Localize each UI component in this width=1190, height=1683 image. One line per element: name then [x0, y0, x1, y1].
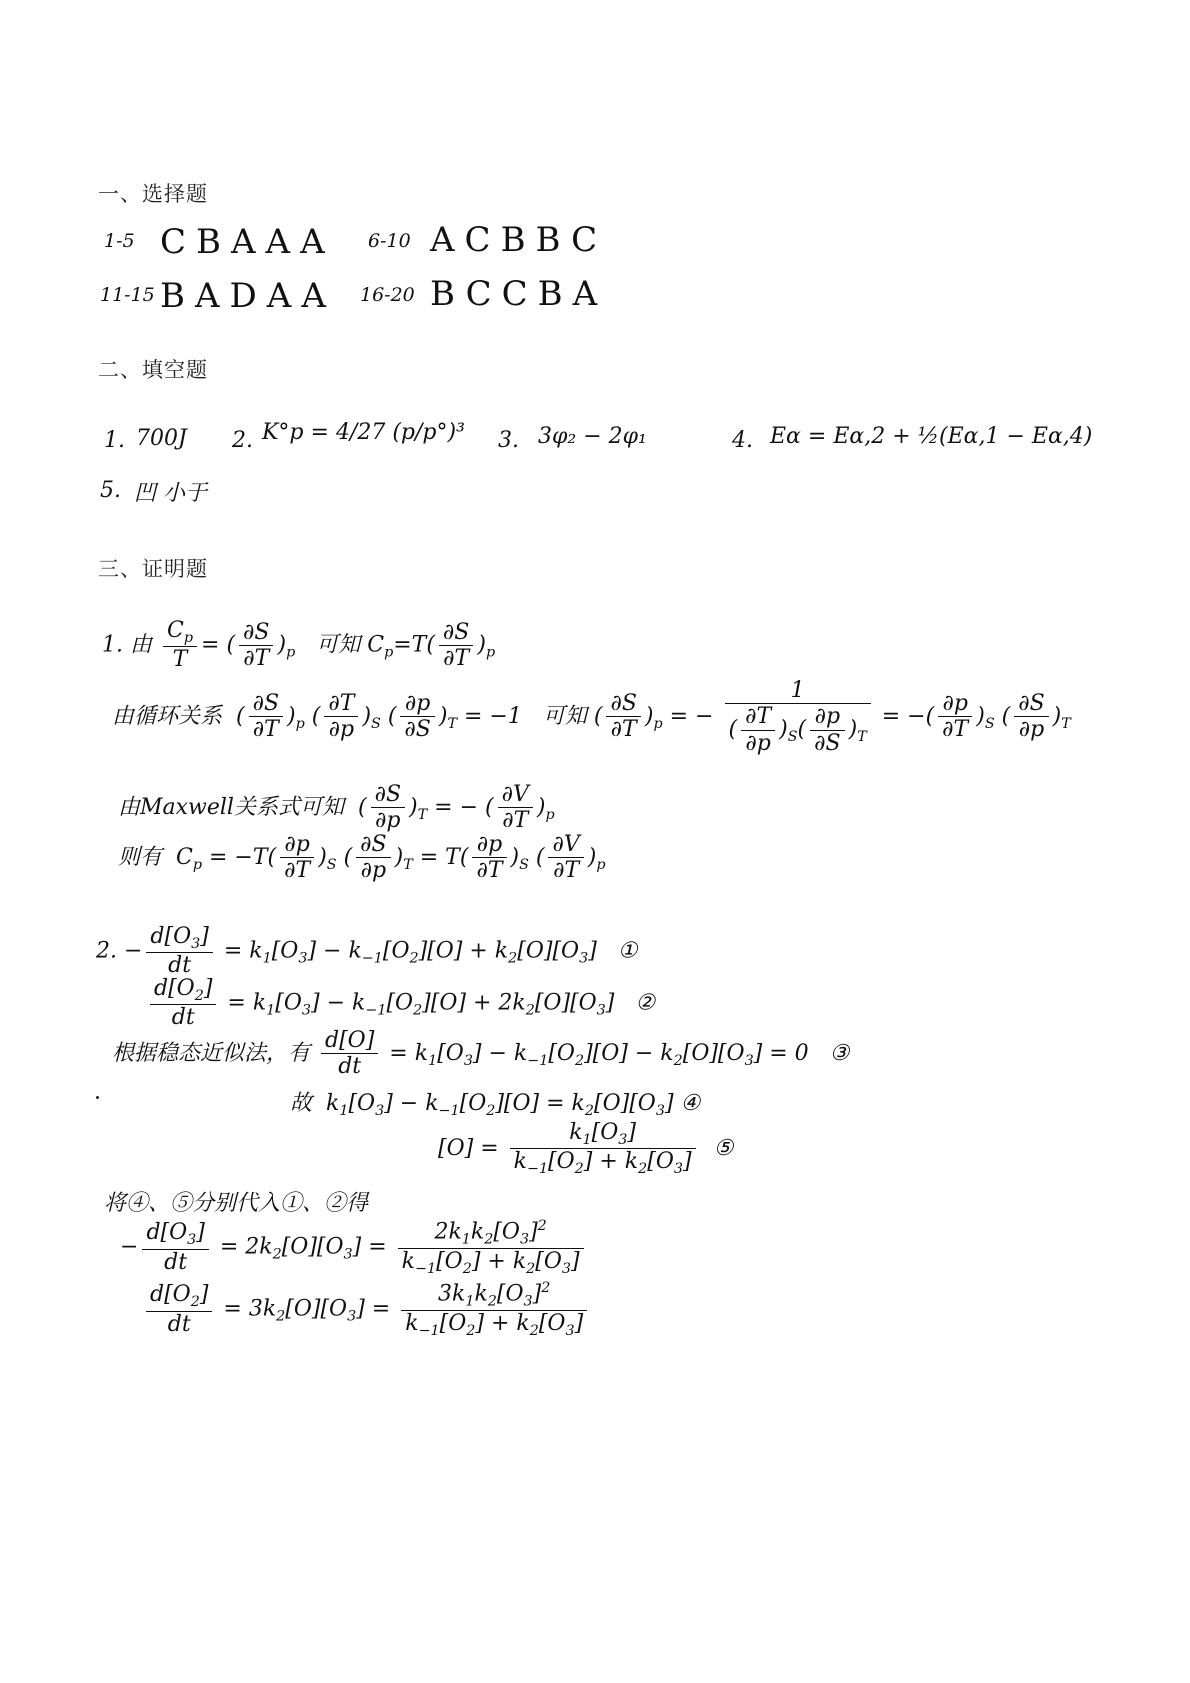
proof2-eq2: $\frac{d[O_2]}{dt}$ = $k_1[O_3] - k_{-1}[O_2][O] + 2k_2[O][O_3]$ ②	[146, 976, 655, 1031]
proof2-result1: − $\frac{d[O_3]}{dt}$ = $2k_2[O][O_3]$ = $\frac{2k_1k_2[O_3]^2}{k_{-1}[O_2] + k_2[O_3]}$	[120, 1218, 588, 1277]
proof1-intro: 由	[130, 632, 153, 658]
proof1-then: 则有	[118, 844, 163, 870]
proof1-line4: 则有 $C_p = -T$( $\frac{\partial p}{\partial T}$ )$_S$ ( $\frac{\partial S}{\partial p}$ )$_T = T$( $\frac{\partial p}{\partial T}$ )$_S$ ( $\frac{\partial V}{\partial T}$ )$_p$	[118, 832, 606, 884]
fill-answer-2: K°p = 4/27 (p/p°)³	[262, 420, 465, 445]
fill-answer-5: 凹 小于	[134, 481, 207, 506]
proof2-result2: $\frac{d[O_2]}{dt}$ = $3k_2[O][O_3]$ = $\frac{3k_1k_2[O_3]^2}{k_{-1}[O_2] + k_2[O_3]}$	[142, 1280, 591, 1339]
proof2-eq5: [O] = $\frac{k_1[O_3]}{k_{-1}[O_2] + k_2[O_3]}$ ⑤	[438, 1120, 734, 1178]
choice-range-1: 1-5	[104, 230, 135, 252]
choice-range-3: 11-15	[100, 284, 155, 306]
proof1-maxwell: 由Maxwell关系式可知	[118, 794, 344, 820]
fill-num-1: 1.	[104, 428, 125, 453]
proof2-so: 故	[290, 1091, 313, 1116]
fill-heading: 二、填空题	[98, 358, 208, 382]
choice-range-2: 6-10	[368, 230, 411, 252]
circle-5: ⑤	[713, 1135, 734, 1161]
fill-answer-3: 3φ₂ − 2φ₁	[538, 424, 647, 449]
proof1-line1: 1. 由 $\frac{C_p}{T}$ = ( $\frac{\partial S}{\partial T}$ )$_p$ 可知 $C_p=T$( $\frac{\partial S}{\partial T}$ )$_p$	[102, 618, 496, 673]
circle-4: ④	[680, 1091, 701, 1116]
choice-answers-2: ACBBC	[430, 220, 608, 260]
choice-answers-4: BCCBA	[430, 274, 608, 314]
fill-num-2: 2.	[232, 428, 253, 453]
proof1-line2: 由循环关系 ( $\frac{\partial S}{\partial T}$ )$_p$ ( $\frac{\partial T}{\partial p}$ )$_S$ ( $\frac{\partial p}{\partial S}$ )$_T = -1$ 可知 ( $\frac{\partial S}{\partial T}$ )$_p$ = − 1 ( $\frac{\partial T}{\partial p}$ )$_S$( $\frac{\partial p}{\partial S}$ )$_T$ = −( $\frac{\partial p}{\partial T}$ )$_S$ ( $\frac{\partial S}{\partial p}$ )$_T$	[112, 678, 1071, 756]
circle-3: ③	[829, 1040, 850, 1066]
proof1-cycle: 由循环关系	[112, 703, 223, 729]
proof2-eq1: 2. − $\frac{d[O_3]}{dt}$ = $k_1[O_3] - k_{-1}[O_2][O] + k_2[O][O_3]$ ①	[96, 924, 638, 979]
proof2-ss: 根据稳态近似法，有	[112, 1040, 311, 1066]
fill-num-4: 4.	[732, 428, 753, 453]
proof2-eq4: 故 $k_1[O_3] - k_{-1}[O_2][O] = k_2[O][O_3]$ ④	[290, 1091, 701, 1119]
fill-num-5: 5.	[100, 478, 121, 503]
fill-answer-4: Eα = Eα,2 + ½(Eα,1 − Eα,4)	[770, 424, 1093, 449]
stray-dot	[96, 1096, 99, 1099]
circle-1: ①	[617, 938, 638, 964]
proof1-cycle-known: 可知	[542, 703, 587, 729]
proof1-known: 可知	[316, 632, 361, 658]
choice-answers-1: CBAAA	[160, 222, 335, 262]
proof2-substitute: 将④、⑤分别代入①、②得	[104, 1191, 369, 1216]
proof-heading: 三、证明题	[98, 557, 208, 581]
choice-answers-3: BADAA	[160, 276, 336, 316]
fill-answer-1: 700J	[136, 426, 187, 451]
proof1-line3: 由Maxwell关系式可知 ( $\frac{\partial S}{\partial p}$ )$_T$ = − ( $\frac{\partial V}{\partial T}$ )$_p$	[118, 782, 555, 834]
choice-heading: 一、选择题	[98, 182, 208, 206]
choice-range-4: 16-20	[360, 284, 415, 306]
circle-2: ②	[635, 990, 656, 1016]
proof2-eq3: 根据稳态近似法，有 $\frac{d[O]}{dt}$ = $k_1[O_3] - k_{-1}[O_2][O] - k_2[O][O_3] = 0$ ③	[112, 1028, 850, 1080]
fill-num-3: 3.	[498, 428, 519, 453]
